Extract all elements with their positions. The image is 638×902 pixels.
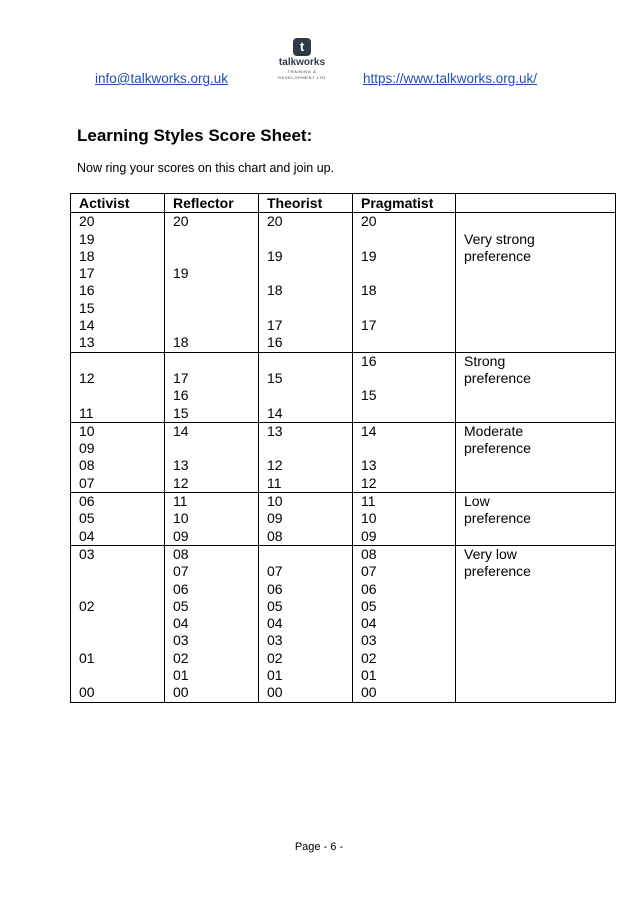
cell-activist: [71, 545, 165, 702]
score-value: 19: [267, 247, 283, 264]
score-value: 19: [173, 265, 189, 282]
score-value: 03: [79, 545, 95, 562]
score-value: [464, 581, 615, 598]
score-value: 11: [173, 493, 188, 510]
score-value: 03: [267, 632, 283, 649]
score-value: [464, 528, 615, 545]
score-value: 01: [79, 649, 95, 666]
score-value: [173, 440, 258, 457]
cell-theorist: [259, 545, 353, 702]
instructions-text: Now ring your scores on this chart and join up.: [77, 161, 335, 175]
talkworks-logo: [274, 38, 330, 88]
score-value: 01: [361, 667, 377, 684]
score-value: 06: [79, 493, 95, 510]
score-value: [173, 248, 258, 265]
score-value: 17: [173, 369, 189, 386]
score-value: [361, 370, 455, 387]
score-value: preference: [464, 247, 531, 264]
score-value: [79, 581, 164, 598]
score-value: [464, 684, 615, 701]
score-value: 01: [267, 667, 283, 684]
cell-theorist: [259, 493, 353, 546]
score-value: 14: [173, 422, 189, 439]
score-value: [464, 457, 615, 474]
score-value: [267, 231, 352, 248]
score-value: [361, 334, 455, 351]
score-value: [361, 265, 455, 282]
score-table: [70, 193, 616, 703]
score-value: 10: [267, 493, 283, 510]
score-value: Very low: [464, 545, 517, 562]
score-value: 02: [361, 649, 377, 666]
score-value: 13: [173, 457, 189, 474]
score-value: [361, 405, 455, 422]
score-value: 16: [361, 352, 377, 369]
score-value: preference: [464, 369, 531, 386]
cell-reflector: [165, 545, 259, 702]
score-value: 12: [267, 457, 283, 474]
cell-preference: [456, 545, 616, 702]
score-value: 20: [267, 213, 283, 230]
score-value: 07: [173, 563, 189, 580]
cell-activist: [71, 493, 165, 546]
score-value: 18: [79, 247, 95, 264]
cell-preference: [456, 213, 616, 352]
score-value: 07: [267, 563, 283, 580]
score-value: 17: [79, 265, 95, 282]
score-value: 06: [267, 580, 283, 597]
score-value: 14: [79, 317, 95, 334]
column-header-preference: [456, 194, 616, 213]
score-value: 16: [79, 282, 95, 299]
score-value: [464, 282, 615, 299]
page-number: Page - 6 -: [294, 841, 344, 853]
score-value: [464, 650, 615, 667]
logo-tagline-2: DEVELOPMENT LTD: [278, 75, 326, 80]
score-value: Strong: [464, 352, 506, 369]
score-value: [173, 282, 258, 299]
score-value: [267, 546, 352, 563]
score-value: 00: [173, 684, 189, 701]
score-value: 13: [79, 334, 95, 351]
score-value: 20: [79, 213, 95, 230]
score-value: [464, 213, 615, 230]
score-value: 06: [173, 580, 189, 597]
score-value: [267, 387, 352, 404]
column-header-reflector: Reflector: [165, 194, 259, 213]
table-row: [71, 422, 616, 492]
score-value: 05: [79, 510, 95, 527]
cell-pragmatist: [353, 213, 456, 352]
score-value: 04: [361, 615, 377, 632]
score-value: [464, 300, 615, 317]
score-value: [464, 317, 615, 334]
score-value: 08: [173, 545, 189, 562]
score-value: 09: [361, 527, 377, 544]
score-value: 16: [173, 387, 189, 404]
page-title: Learning Styles Score Sheet:: [77, 126, 313, 145]
score-value: 08: [361, 545, 377, 562]
score-value: 08: [79, 457, 95, 474]
score-value: [464, 475, 615, 492]
score-value: 07: [361, 563, 377, 580]
score-value: 11: [267, 474, 282, 491]
table-header-row: [71, 194, 616, 213]
logo-badge-icon: t: [293, 38, 311, 56]
score-value: [173, 353, 258, 370]
score-value: 20: [173, 213, 189, 230]
score-value: [361, 300, 455, 317]
score-value: 11: [361, 493, 376, 510]
column-header-activist: Activist: [71, 194, 165, 213]
score-value: 10: [79, 422, 95, 439]
score-value: 01: [173, 667, 189, 684]
score-value: 04: [267, 615, 283, 632]
score-value: [464, 598, 615, 615]
website-link[interactable]: https://www.talkworks.org.uk/: [363, 71, 538, 86]
column-header-theorist: Theorist: [259, 194, 353, 213]
score-value: preference: [464, 563, 531, 580]
cell-pragmatist: [353, 493, 456, 546]
score-value: [267, 265, 352, 282]
score-value: 00: [361, 684, 377, 701]
score-value: [267, 440, 352, 457]
score-value: 18: [267, 282, 283, 299]
score-value: 15: [79, 299, 95, 316]
score-value: 14: [361, 422, 377, 439]
score-value: 13: [361, 457, 377, 474]
score-value: [464, 632, 615, 649]
score-value: 09: [267, 510, 283, 527]
score-value: [173, 231, 258, 248]
table-row: [71, 352, 616, 422]
score-value: 08: [267, 527, 283, 544]
score-value: [173, 317, 258, 334]
score-value: 15: [173, 404, 189, 421]
cell-pragmatist: [353, 352, 456, 422]
score-value: 05: [361, 597, 377, 614]
score-value: [464, 667, 615, 684]
score-value: 06: [361, 580, 377, 597]
cell-pragmatist: [353, 545, 456, 702]
cell-preference: [456, 493, 616, 546]
score-value: [79, 387, 164, 404]
score-value: 12: [79, 369, 95, 386]
score-value: 12: [361, 474, 377, 491]
score-value: Moderate: [464, 422, 524, 439]
score-value: [464, 405, 615, 422]
score-value: [361, 440, 455, 457]
cell-preference: [456, 422, 616, 492]
score-value: [361, 231, 455, 248]
score-value: [79, 667, 164, 684]
score-value: 03: [173, 632, 189, 649]
score-value: Low: [464, 493, 490, 510]
logo-name: talkworks: [278, 57, 326, 68]
score-value: 02: [173, 649, 189, 666]
cell-reflector: [165, 422, 259, 492]
score-value: 09: [79, 440, 95, 457]
cell-reflector: [165, 213, 259, 352]
cell-reflector: [165, 493, 259, 546]
table-row: [71, 213, 616, 352]
score-value: 00: [79, 684, 95, 701]
score-value: preference: [464, 440, 531, 457]
score-value: 15: [361, 387, 377, 404]
score-value: [79, 353, 164, 370]
score-value: 10: [361, 510, 377, 527]
score-value: 02: [267, 649, 283, 666]
score-value: preference: [464, 510, 531, 527]
score-value: 00: [267, 684, 283, 701]
cell-activist: [71, 352, 165, 422]
score-value: 17: [267, 317, 283, 334]
score-value: 05: [173, 597, 189, 614]
score-value: 10: [173, 510, 189, 527]
score-value: [267, 353, 352, 370]
score-value: [267, 300, 352, 317]
score-value: 04: [173, 615, 189, 632]
cell-theorist: [259, 213, 353, 352]
score-value: 20: [361, 213, 377, 230]
score-value: 11: [79, 404, 94, 421]
score-value: 12: [173, 474, 189, 491]
score-value: [173, 300, 258, 317]
email-link[interactable]: info@talkworks.org.uk: [95, 71, 229, 86]
cell-activist: [71, 213, 165, 352]
score-value: 13: [267, 422, 283, 439]
cell-reflector: [165, 352, 259, 422]
score-value: 19: [361, 247, 377, 264]
score-value: 18: [361, 282, 377, 299]
score-value: [79, 563, 164, 580]
cell-theorist: [259, 422, 353, 492]
cell-pragmatist: [353, 422, 456, 492]
score-value: 04: [79, 527, 95, 544]
score-value: 14: [267, 404, 283, 421]
score-value: 17: [361, 317, 377, 334]
score-value: 09: [173, 527, 189, 544]
score-value: [79, 615, 164, 632]
logo-tagline-1: TRAINING &: [287, 69, 317, 74]
score-value: 15: [267, 369, 283, 386]
score-value: Very strong: [464, 230, 535, 247]
score-value: [464, 265, 615, 282]
score-value: [464, 615, 615, 632]
score-value: [464, 387, 615, 404]
table-row: [71, 545, 616, 702]
column-header-pragmatist: Pragmatist: [353, 194, 456, 213]
score-value: [464, 334, 615, 351]
score-value: 02: [79, 597, 95, 614]
score-value: 16: [267, 334, 283, 351]
score-value: 05: [267, 597, 283, 614]
score-value: 07: [79, 474, 95, 491]
score-value: 03: [361, 632, 377, 649]
cell-preference: [456, 352, 616, 422]
cell-activist: [71, 422, 165, 492]
score-value: [79, 632, 164, 649]
score-value: 19: [79, 230, 95, 247]
score-value: 18: [173, 334, 189, 351]
table-row: [71, 493, 616, 546]
cell-theorist: [259, 352, 353, 422]
